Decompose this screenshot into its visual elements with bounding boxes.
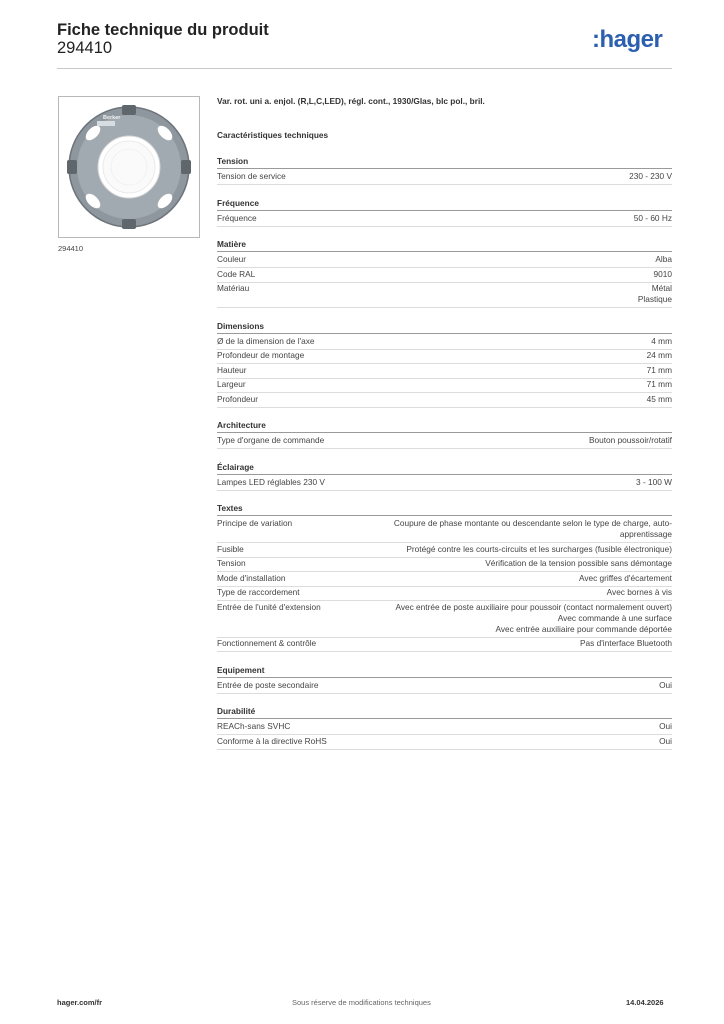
spec-value <box>636 477 672 488</box>
spec-value-line: Métal <box>651 283 672 293</box>
section-heading: Equipement <box>217 665 672 678</box>
spec-label: Fréquence <box>217 212 257 223</box>
section-title: Caractéristiques techniques <box>217 130 329 140</box>
spec-row <box>217 586 672 601</box>
footer-date: 14.04.2026 <box>626 998 664 1007</box>
spec-label: Conforme à la directive RoHS <box>217 735 327 746</box>
spec-value <box>580 638 672 649</box>
spec-row <box>217 720 672 735</box>
spec-value-line: 4 mm <box>651 335 672 346</box>
spec-row <box>217 253 672 268</box>
dimmer-mechanism-icon <box>59 97 199 237</box>
spec-row <box>217 637 672 652</box>
spec-value-line: 50 - 60 Hz <box>633 212 672 223</box>
spec-value-line: Oui <box>659 721 672 731</box>
spec-value <box>655 254 672 265</box>
section-heading: Matière <box>217 239 672 252</box>
spec-value-line: Avec commande à une surface <box>557 612 672 623</box>
spec-value <box>394 518 672 540</box>
spec-row <box>217 557 672 572</box>
spec-label: Lampes LED réglables 230 V <box>217 476 325 487</box>
spec-value <box>579 573 672 584</box>
spec-value-line: Pas d'interface Bluetooth <box>580 638 672 648</box>
spec-value-line: Plastique <box>637 294 672 304</box>
spec-value <box>634 213 672 224</box>
spec-row <box>217 170 672 185</box>
spec-value-line: Avec griffes d'écartement <box>578 572 672 583</box>
spec-row <box>217 572 672 587</box>
spec-label: Matériau <box>217 283 250 293</box>
spec-value-line: apprentissage <box>619 529 672 539</box>
spec-value-line: Alba <box>655 254 672 264</box>
spec-label: Profondeur de montage <box>217 350 305 360</box>
section-heading: Architecture <box>217 420 672 433</box>
hager-logo: :hager <box>592 26 663 53</box>
section-heading: Tension <box>217 156 672 169</box>
spec-value-line: Bouton poussoir/rotatif <box>588 435 672 445</box>
spec-value-line: Protégé contre les courts-circuits et les surcharges (fusible électronique) <box>406 543 672 554</box>
spec-label: Fonctionnement & contrôle <box>217 638 317 648</box>
spec-row <box>217 212 672 227</box>
spec-label: Entrée de l'unité d'extension <box>217 601 321 612</box>
spec-value <box>406 544 672 555</box>
spec-row <box>217 517 672 543</box>
spec-label: Couleur <box>217 254 247 264</box>
spec-value <box>629 171 672 182</box>
section-heading: Durabilité <box>217 706 672 719</box>
spec-value-line: Oui <box>659 679 672 690</box>
spec-label: Mode d'installation <box>217 572 286 583</box>
spec-label: Hauteur <box>217 364 247 375</box>
brand-mark: Berker <box>103 115 121 121</box>
spec-row <box>217 601 672 638</box>
spec-row <box>217 434 672 449</box>
footer-website-link[interactable]: hager.com/fr <box>57 998 103 1007</box>
spec-value-line: 71 mm <box>646 379 672 389</box>
spec-label: Tension <box>217 558 246 568</box>
spec-value-line: 9010 <box>653 268 672 279</box>
section-heading: Fréquence <box>217 198 672 211</box>
spec-row <box>217 679 672 694</box>
spec-label: Profondeur <box>217 393 259 404</box>
section-heading: Éclairage <box>217 462 672 475</box>
spec-value <box>647 379 672 390</box>
footer-disclaimer: Sous réserve de modifications techniques <box>292 998 431 1007</box>
spec-value-line: Oui <box>659 735 672 746</box>
spec-label: Entrée de poste secondaire <box>217 679 319 690</box>
spec-row <box>217 378 672 393</box>
spec-label: Tension de service <box>217 171 286 181</box>
spec-value-line: Avec bornes à vis <box>606 587 672 597</box>
spec-value-line: Avec entrée de poste auxiliaire pour poussoir (contact normalement ouvert) <box>395 601 672 612</box>
spec-label: REACh-sans SVHC <box>217 721 291 731</box>
spec-row <box>217 335 672 350</box>
spec-label: Ø de la dimension de l'axe <box>217 335 315 346</box>
spec-row <box>217 476 672 491</box>
spec-row <box>217 364 672 379</box>
product-description: Var. rot. uni a. enjol. (R,L,C,LED), régl. cont., 1930/Glas, blc pol., bril. <box>217 96 485 106</box>
product-number: 294410 <box>57 39 113 57</box>
spec-row <box>217 268 672 283</box>
spec-value-line: 71 mm <box>646 364 672 375</box>
spec-value <box>659 680 672 691</box>
spec-value <box>647 394 672 405</box>
spec-row <box>217 735 672 750</box>
spec-label: Fusible <box>217 543 244 554</box>
spec-row <box>217 282 672 308</box>
section-heading: Dimensions <box>217 321 672 334</box>
spec-value-line: 230 - 230 V <box>629 171 672 181</box>
spec-value <box>647 350 672 361</box>
section-heading: Textes <box>217 503 672 516</box>
header-divider <box>57 68 672 69</box>
spec-value <box>607 587 672 598</box>
spec-value <box>654 269 672 280</box>
spec-label: Type de raccordement <box>217 587 300 597</box>
spec-value-line: Coupure de phase montante ou descendante selon le type de charge, auto- <box>393 518 672 528</box>
spec-row <box>217 393 672 408</box>
spec-value <box>485 558 672 569</box>
spec-label: Principe de variation <box>217 518 293 528</box>
spec-value <box>659 721 672 732</box>
product-image <box>58 96 200 238</box>
spec-value-line: 45 mm <box>646 393 672 404</box>
spec-value <box>659 736 672 747</box>
image-caption: 294410 <box>58 244 84 253</box>
spec-value <box>589 435 672 446</box>
spec-label: Code RAL <box>217 268 256 279</box>
spec-value-line: 3 - 100 W <box>636 476 672 487</box>
spec-value-line: Avec entrée auxiliaire pour commande déportée <box>495 623 672 634</box>
page-title: Fiche technique du produit <box>57 21 269 39</box>
spec-label: Type d'organe de commande <box>217 435 325 445</box>
spec-value <box>651 336 672 347</box>
spec-label: Largeur <box>217 379 246 389</box>
spec-value <box>395 602 672 635</box>
spec-row <box>217 543 672 558</box>
spec-row <box>217 349 672 364</box>
spec-value-line: Vérification de la tension possible sans démontage <box>485 558 672 568</box>
spec-value <box>638 283 672 305</box>
spec-value-line: 24 mm <box>646 350 672 360</box>
spec-value <box>647 365 672 376</box>
